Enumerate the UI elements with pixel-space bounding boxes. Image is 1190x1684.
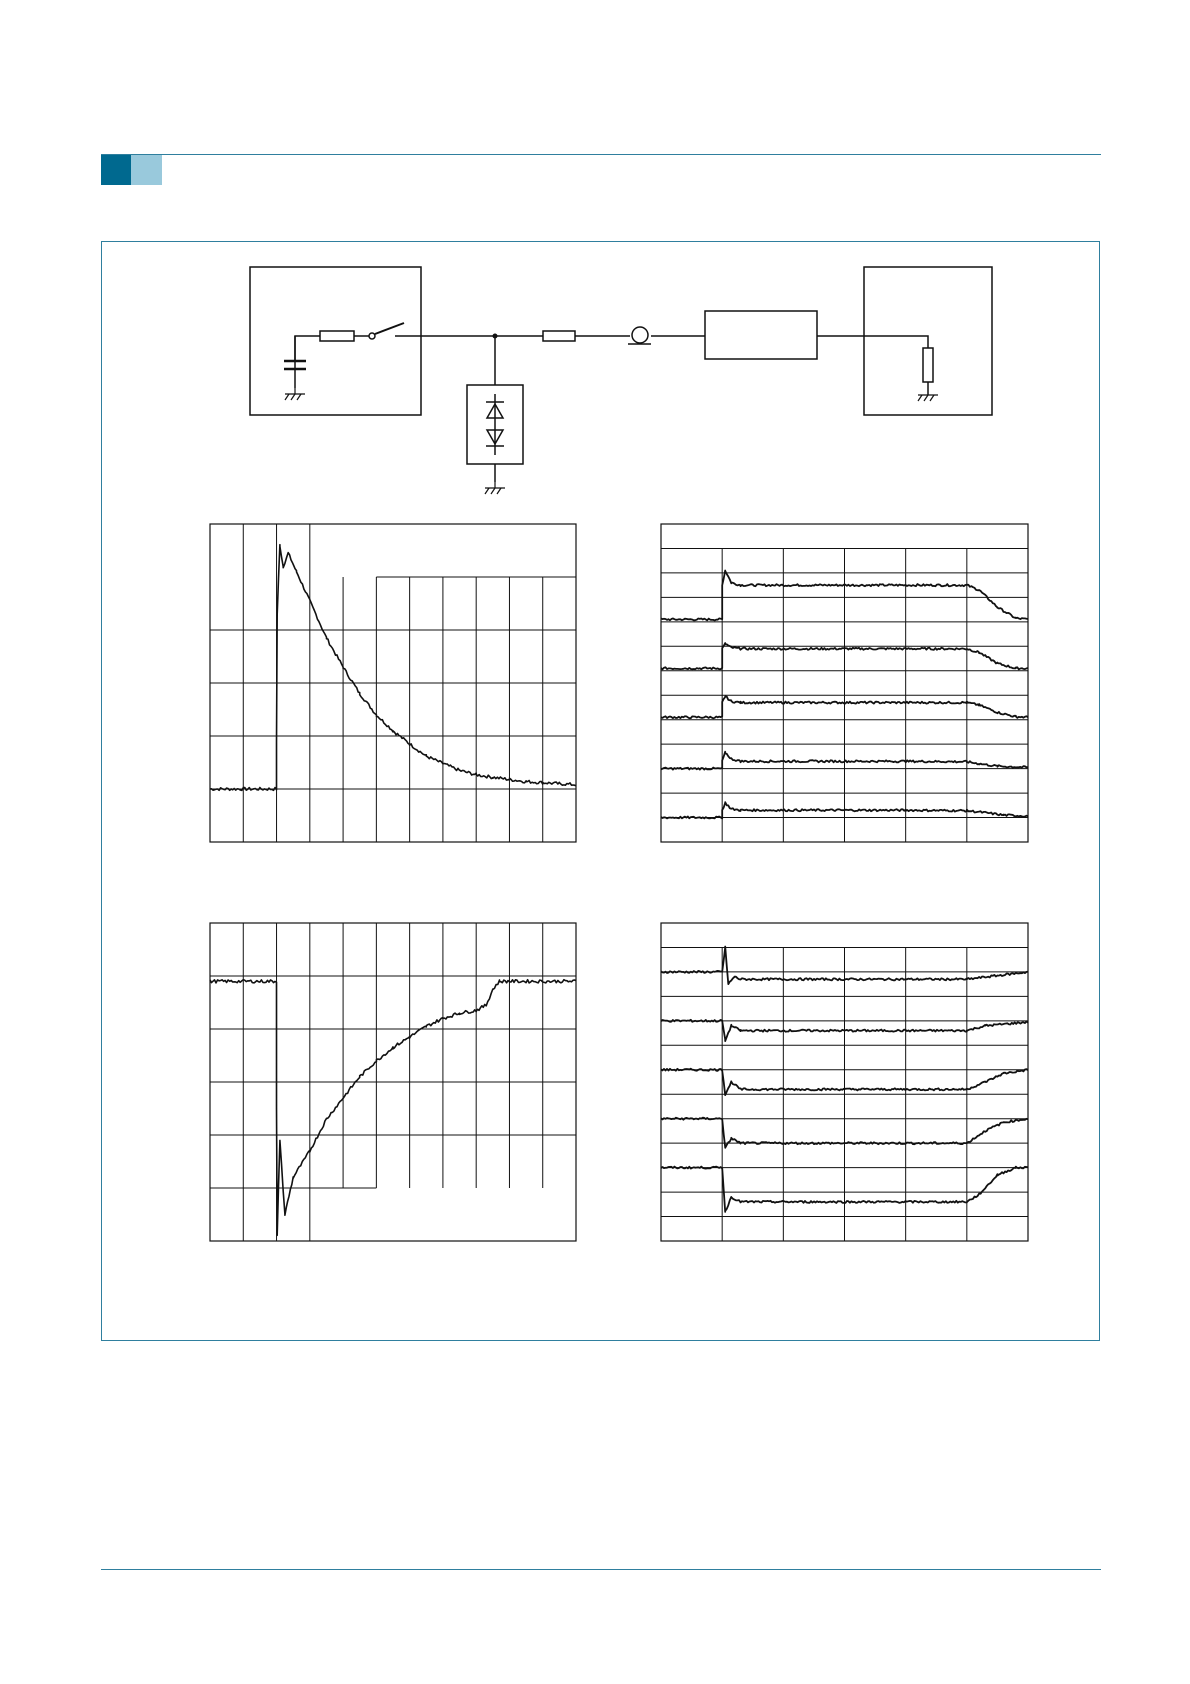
graticule (661, 947, 1028, 1241)
